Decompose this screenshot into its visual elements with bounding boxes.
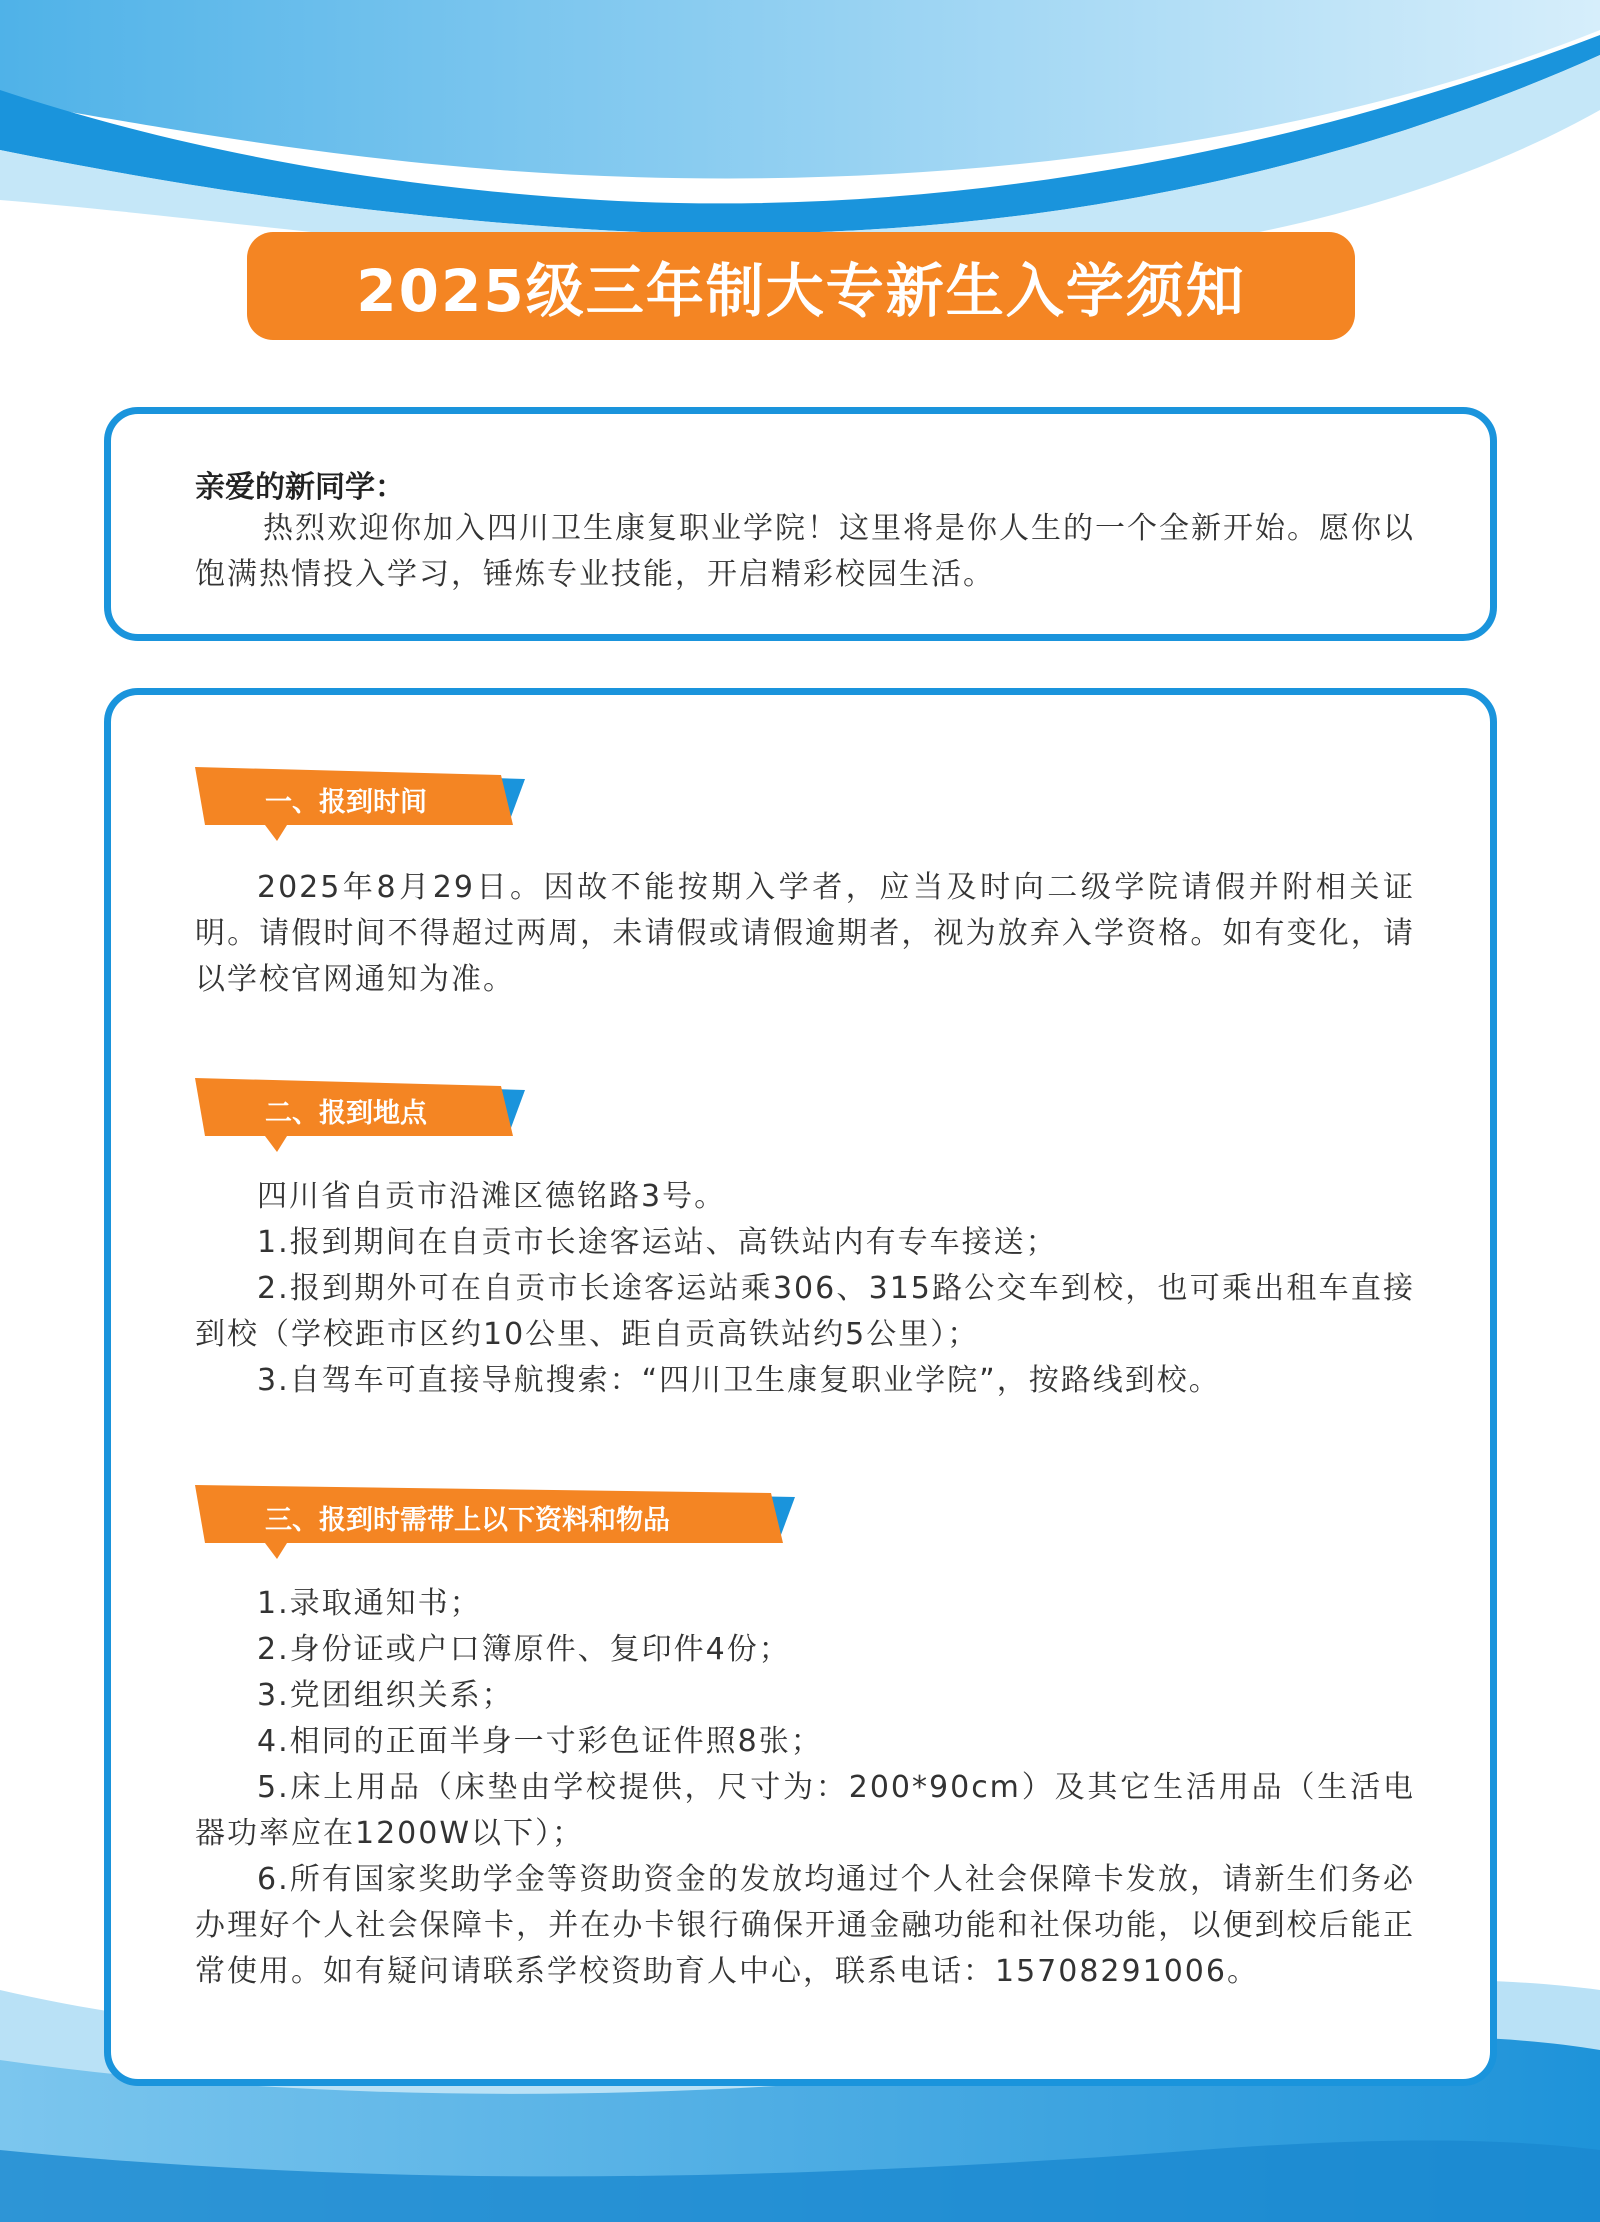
section-2-body (195, 1174, 1415, 1404)
greeting: 亲爱的新同学： (195, 470, 405, 505)
section-heading-label: 一、报到时间 (265, 787, 427, 818)
section-3-body (195, 1581, 1415, 1995)
paragraph: 1.录取通知书； (257, 1586, 482, 1621)
section-heading-1 (195, 767, 525, 829)
paragraph: 6.所有国家奖助学金等资助资金的发放均通过个人社会保障卡发放，请新生们务必办理好个人社会保障卡，并在办卡银行确保开通金融功能和社保功能，以便到校后能正常使用。如有疑问请联系学校资助育人中心，联系电话：15708291006。 (195, 1862, 1415, 1989)
paragraph: 5.床上用品（床垫由学校提供，尺寸为：200*90cm）及其它生活用品（生活电器功率应在1200W以下）； (195, 1770, 1415, 1851)
paragraph: 3.自驾车可直接导航搜索：“四川卫生康复职业学院”，按路线到校。 (257, 1363, 1221, 1398)
paragraph: 2.身份证或户口簿原件、复印件4份； (257, 1632, 791, 1667)
section-heading-3 (195, 1485, 795, 1547)
paragraph: 3.党团组织关系； (257, 1678, 514, 1713)
section-heading-2 (195, 1078, 525, 1140)
paragraph: 4.相同的正面半身一寸彩色证件照8张； (257, 1724, 823, 1759)
paragraph: 四川省自贡市沿滩区德铭路3号。 (257, 1179, 727, 1214)
section-heading-label: 二、报到地点 (265, 1098, 427, 1129)
page-title: 2025级三年制大专新生入学须知 (356, 257, 1246, 325)
section-heading-label: 三、报到时需带上以下资料和物品 (265, 1505, 670, 1536)
main-card (104, 688, 1497, 2086)
title-banner (247, 232, 1355, 340)
paragraph: 2.报到期外可在自贡市长途客运站乘306、315路公交车到校，也可乘出租车直接到校（学校距市区约10公里、距自贡高铁站约5公里）； (195, 1271, 1415, 1352)
paragraph: 2025年8月29日。因故不能按期入学者，应当及时向二级学院请假并附相关证明。请假时间不得超过两周，未请假或请假逾期者，视为放弃入学资格。如有变化，请以学校官网通知为准。 (195, 870, 1415, 997)
intro-card (104, 407, 1497, 641)
paragraph: 1.报到期间在自贡市长途客运站、高铁站内有专车接送； (257, 1225, 1058, 1260)
intro-body: 热烈欢迎你加入四川卫生康复职业学院！这里将是你人生的一个全新开始。愿你以饱满热情投入学习，锤炼专业技能，开启精彩校园生活。 (195, 511, 1415, 592)
section-1-body (195, 865, 1415, 1003)
